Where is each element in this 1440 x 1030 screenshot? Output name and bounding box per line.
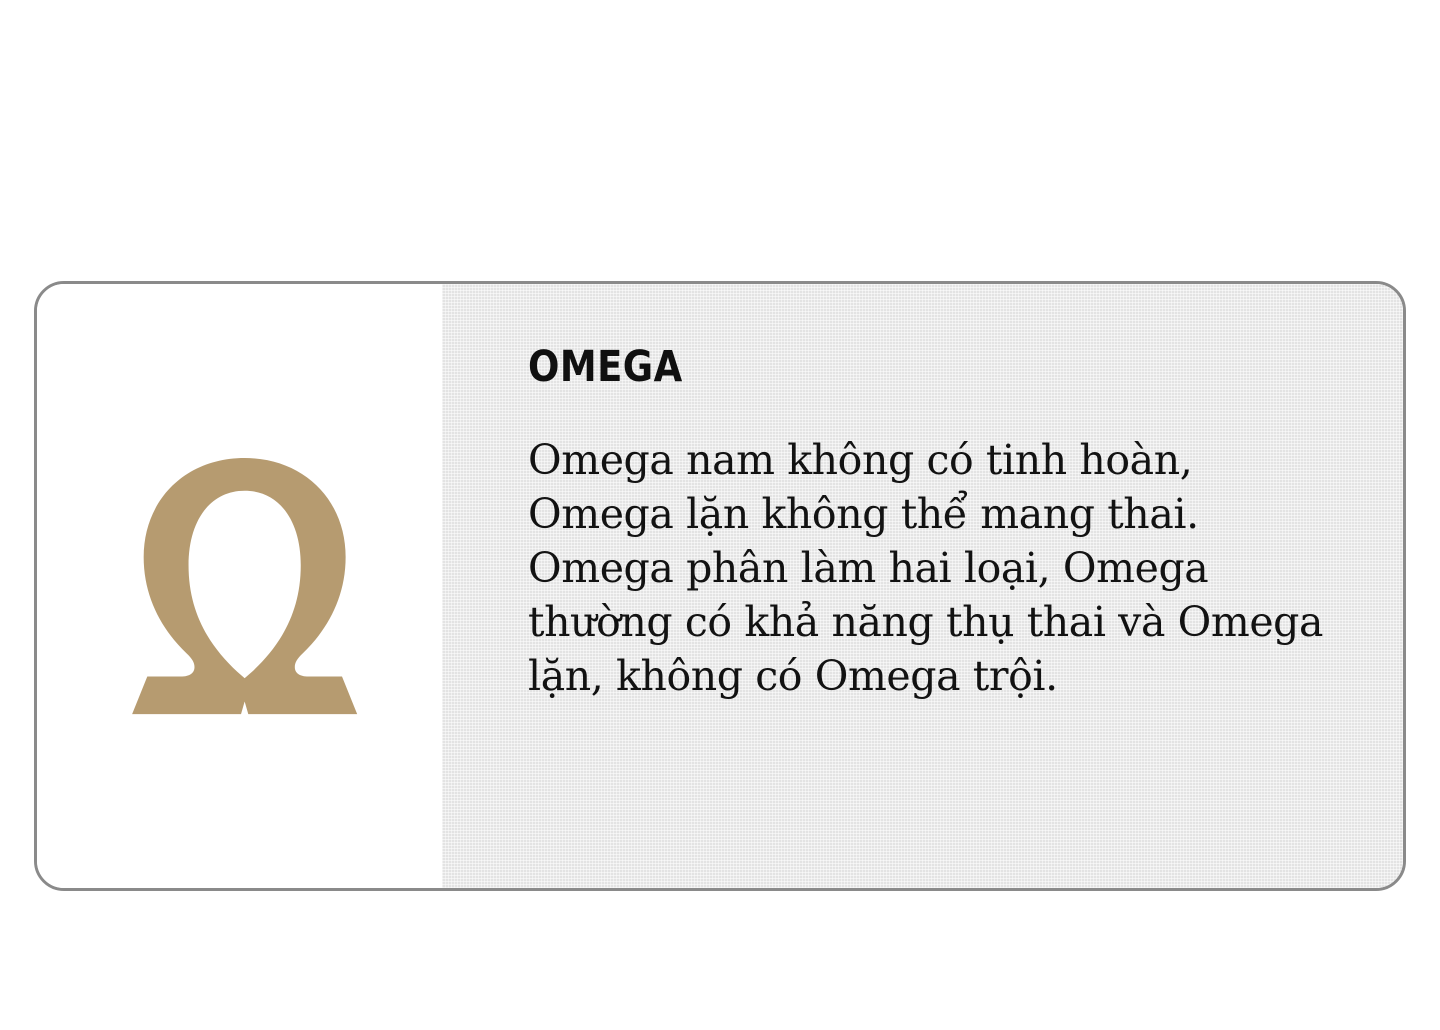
omega-info-card (34, 281, 1406, 891)
card-title: OMEGA (528, 342, 683, 392)
omega-glyph-icon (78, 430, 408, 760)
text-panel (442, 284, 1403, 888)
card-body-text: Omega nam không có tinh hoàn, Omega lặn không thể mang thai. Omega phân làm hai loại, Omega thường có khả năng thụ thai và Omega lặn, không có Omega trội. (528, 436, 1324, 701)
symbol-panel (37, 284, 442, 888)
